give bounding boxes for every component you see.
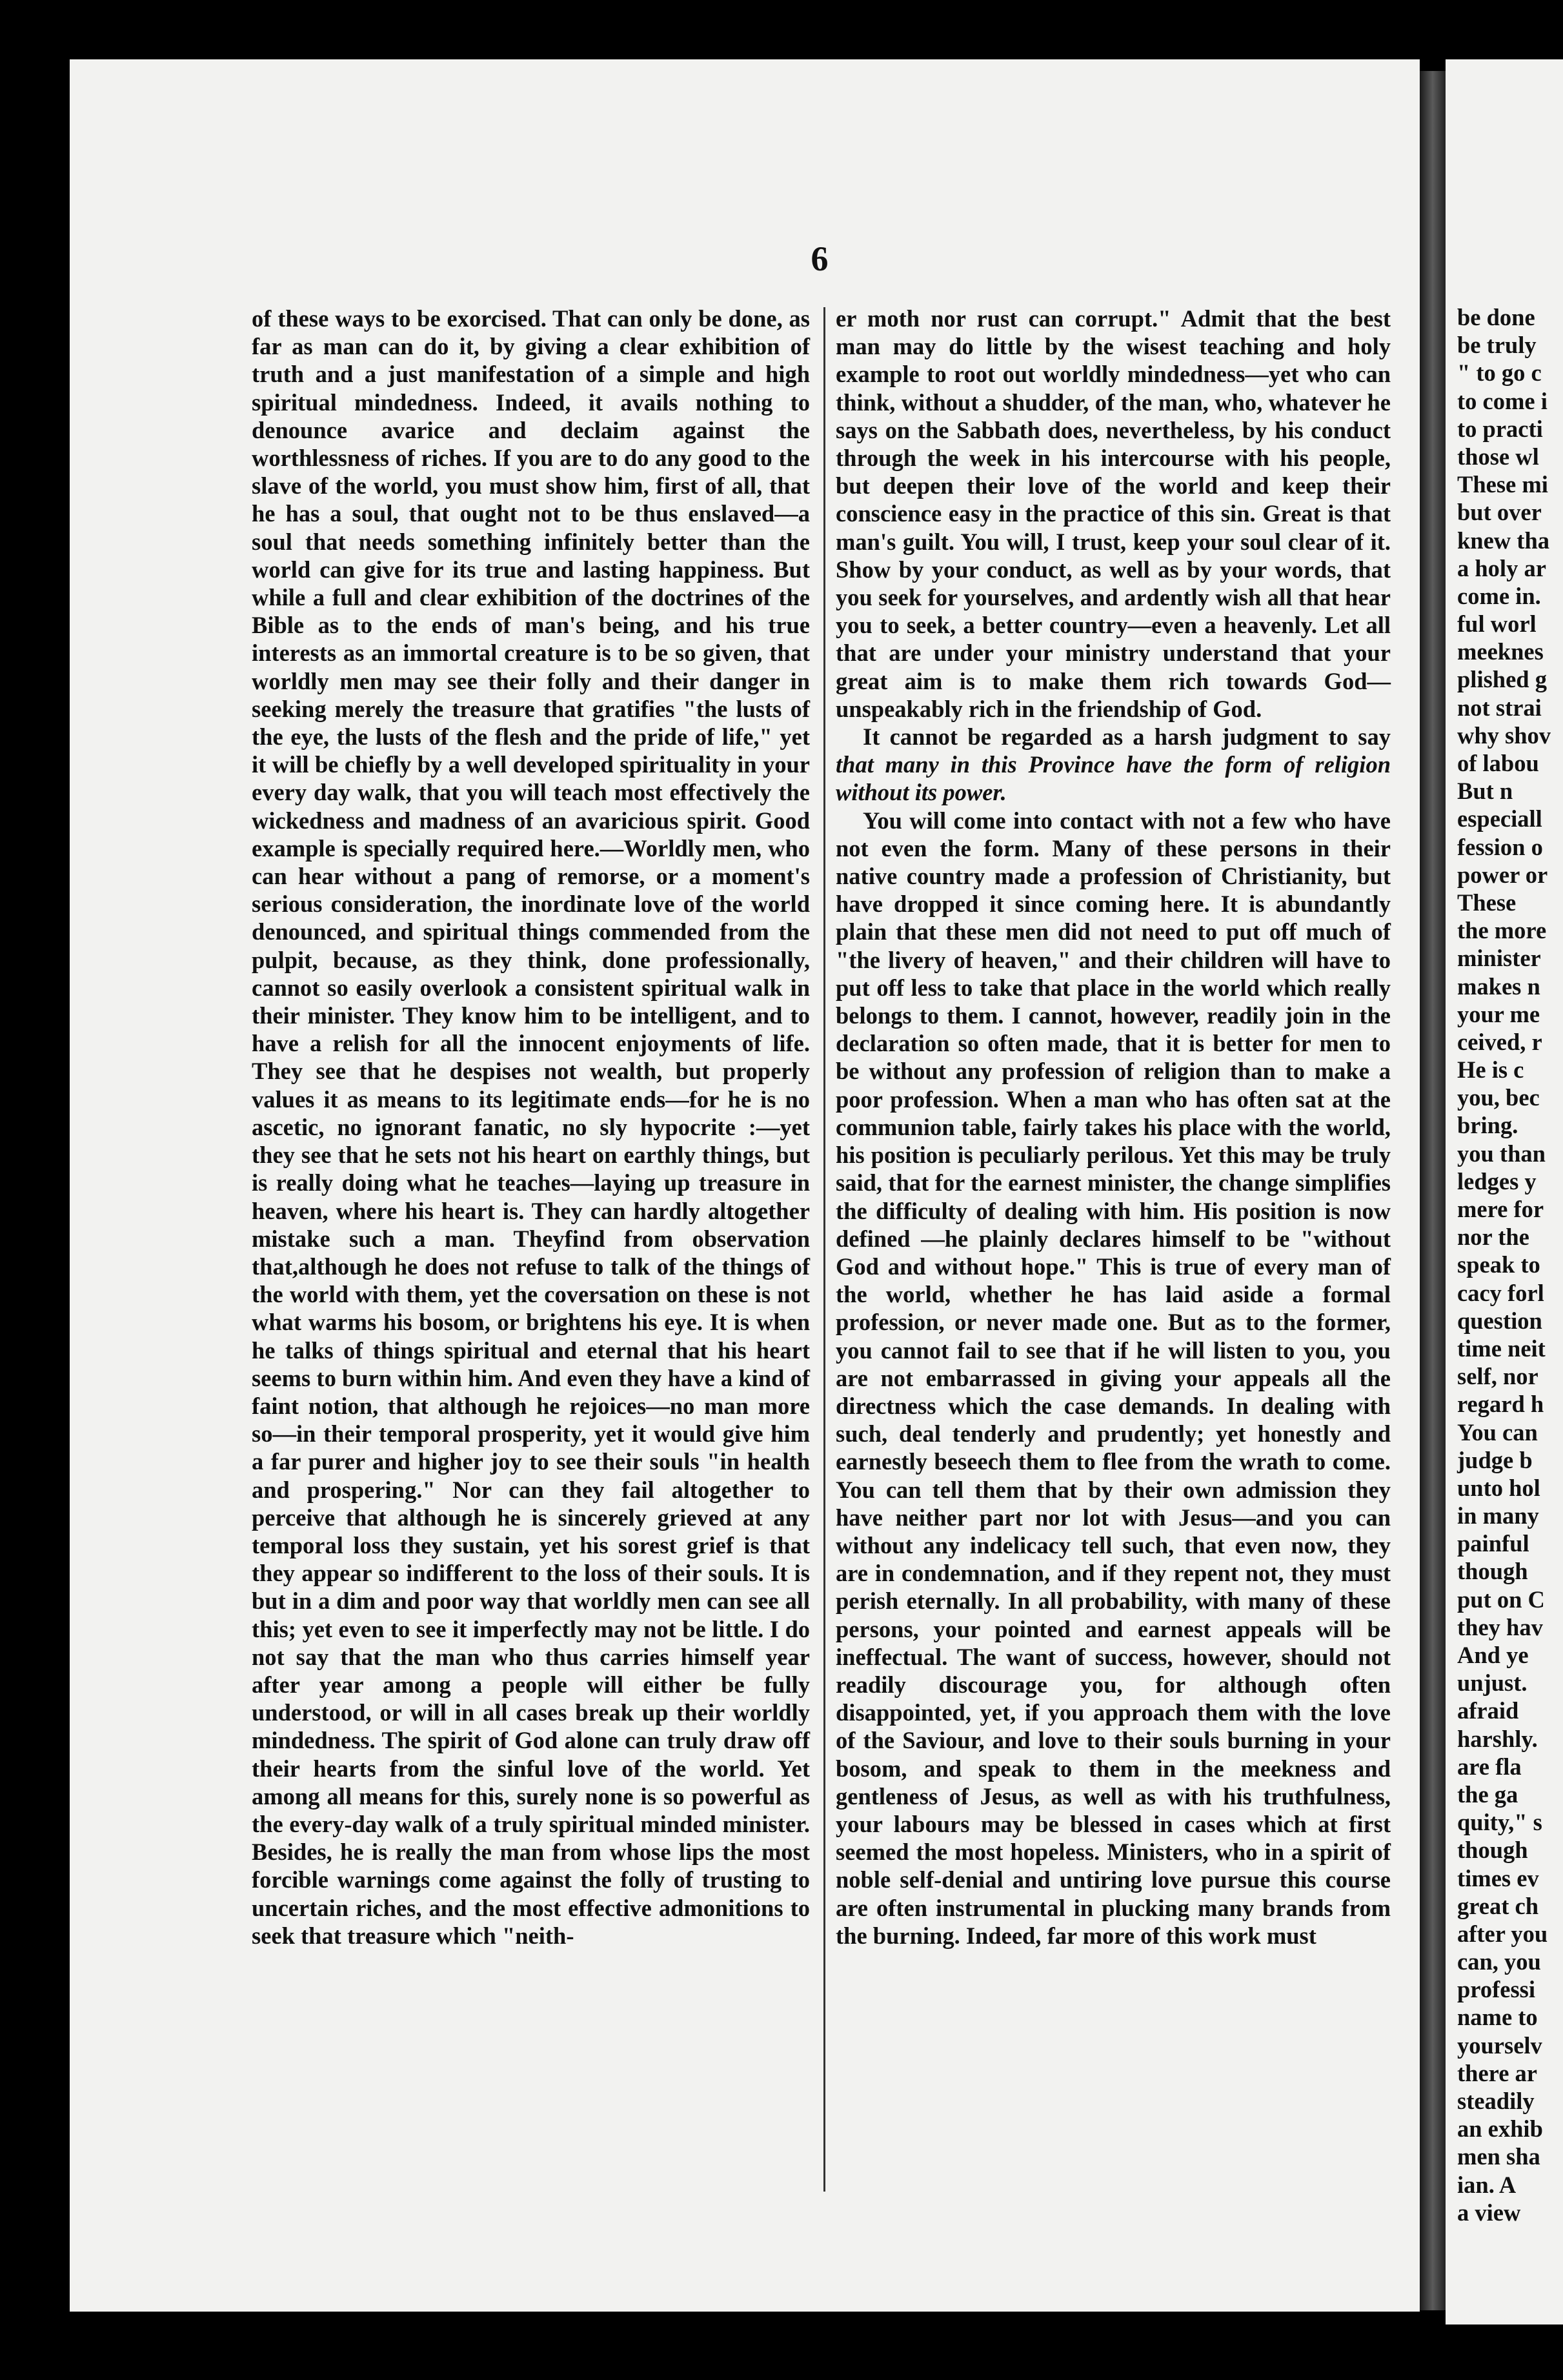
facing-page-line: question <box>1457 1307 1542 1334</box>
facing-page-line: self, nor <box>1457 1363 1538 1390</box>
facing-page-line: meeknes <box>1457 638 1544 665</box>
facing-page-line: speak to <box>1457 1251 1540 1278</box>
paragraph-2-lead: It cannot be regarded as a harsh judgment to say <box>863 723 1391 751</box>
facing-page-line: are fla <box>1457 1753 1522 1780</box>
facing-page-line: be done <box>1457 304 1535 330</box>
facing-page-line: afraid <box>1457 1697 1519 1724</box>
facing-page-line: you, bec <box>1457 1084 1540 1111</box>
facing-page-line: of labou <box>1457 750 1539 776</box>
page-number: 6 <box>811 239 829 278</box>
facing-page-line: not strai <box>1457 694 1542 721</box>
facing-page-line: the ga <box>1457 1780 1518 1808</box>
right-column-paragraph-3: You will come into contact with not a few who have not even the form. Many of these persons in their native country made a profession of Christianity, but have dropped it since coming here. It is abundantly plain that these men did not need to put off much of "the livery of heaven," and their children will have to put off less to take that place in the world which really belongs to them. I cannot, however, readily join in the declaration so often made, that it is better for men to be without any profession of religion than to make a poor profession. When a man who has often sat at the communion table, fairly takes his place with the world, his position is peculiarly perilous. Yet this may be truly said, that for the earnest minister, the change simplifies the difficulty of dealing with him. His position is now defined —he plainly declares himself to be "without God and without hope." This is true of every man of the world, whether he has laid aside a formal profession, or never made one. But as to the former, you cannot fail to see that if he will listen to you, you are not embarrassed in giving your appeals all the directness which the case demands. In dealing with such, deal tenderly and prudently; yet honestly and earnestly beseech them to flee from the wrath to come. You can tell them that by their own admission they have neither part nor lot with Jesus—and you can without any indelicacy tell such, that even now, they are in condemnation, and if they repent not, they must perish eternally. In all probability, with many of these persons, your pointed and earnest appeals will be ineffectual. The want of success, however, should not readily discourage you, for although often disappointed, yet, if you approach them with the love of the Saviour, and love to their souls burning in your bosom, and speak to them in the meekness and gentleness of Jesus, as well as with his truthfulness, your labours may be blessed in cases which at first seemed the most hopeless. Ministers, who in a spirit of noble self-denial and untiring love pursue this course are often instrumental in plucking many brands from the burning. Indeed, far more of this work must <box>836 807 1391 1949</box>
facing-page-line: cacy forl <box>1457 1279 1544 1306</box>
facing-page-line: These mi <box>1457 471 1548 498</box>
facing-page-line: power or <box>1457 861 1548 888</box>
facing-page-line: nor the <box>1457 1224 1529 1251</box>
facing-page-line: mere for <box>1457 1196 1544 1222</box>
facing-page-line: they hav <box>1457 1613 1543 1640</box>
facing-page-line: to practi <box>1457 415 1543 442</box>
facing-page-line: steadily <box>1457 2088 1535 2114</box>
facing-page-line: there ar <box>1457 2059 1537 2086</box>
facing-page-line: unjust. <box>1457 1669 1528 1697</box>
facing-page-line: come in. <box>1457 582 1541 609</box>
facing-page-line: minister <box>1457 945 1541 972</box>
facing-page-line: professi <box>1457 1976 1535 2003</box>
facing-page-line: quity," s <box>1457 1809 1542 1836</box>
facing-page-line: your me <box>1457 1000 1540 1027</box>
facing-page-line: you than <box>1457 1140 1546 1167</box>
right-column-paragraph-1: er moth nor rust can corrupt." Admit that the best man may do little by the wisest teaching and holy example to root out worldly mindedness—yet who can think, without a shudder, of the man, who, whatever he says on the Sabbath does, nevertheless, by his conduct through the week in his intercourse with his people, but deepen their love of the world and keep their conscience easy in the practice of this sin. Great is that man's guilt. You will, I trust, keep your soul clear of it. Show by your conduct, as well as by your words, that you seek for yourselves, and ardently wish all that hear you to seek, a better country—even a heavenly. Let all that are under your ministry understand that your great aim is to make them rich towards God—unspeakably rich in the friendship of God. <box>836 305 1391 722</box>
facing-page <box>1446 59 1563 2325</box>
facing-page-line: regard h <box>1457 1391 1544 1418</box>
facing-page-line: men sha <box>1457 2143 1540 2170</box>
facing-page-line: harshly. <box>1457 1725 1538 1752</box>
facing-page-line: ledges y <box>1457 1167 1537 1195</box>
facing-page-line: a view <box>1457 2199 1521 2226</box>
facing-page-line: painful <box>1457 1530 1529 1557</box>
right-column <box>836 305 1391 1950</box>
facing-page-line: You can <box>1457 1418 1538 1446</box>
facing-page-line: bring. <box>1457 1112 1518 1139</box>
facing-page-line: great ch <box>1457 1892 1539 1919</box>
facing-page-line: be truly <box>1457 332 1537 359</box>
facing-page-line: fession o <box>1457 833 1543 860</box>
facing-page-line: knew tha <box>1457 527 1549 554</box>
book-gutter <box>1420 71 1446 2310</box>
facing-page-line: ian. A <box>1457 2171 1517 2198</box>
facing-page-line: especiall <box>1457 805 1542 832</box>
facing-page-line: an exhib <box>1457 2115 1543 2143</box>
facing-page-line: but over <box>1457 499 1542 526</box>
facing-page-line: ful worl <box>1457 610 1537 638</box>
facing-page-line: though <box>1457 1837 1528 1864</box>
facing-page-line: These <box>1457 889 1517 916</box>
facing-page-line: plished g <box>1457 666 1547 693</box>
facing-page-line: He is c <box>1457 1056 1524 1084</box>
facing-page-line: after you <box>1457 1920 1548 1947</box>
facing-page-line: times ev <box>1457 1864 1539 1891</box>
facing-page-line: yourselv <box>1457 2032 1542 2059</box>
facing-page-line: unto hol <box>1457 1474 1540 1501</box>
facing-page-column <box>1457 303 1563 2226</box>
column-divider <box>823 307 825 2192</box>
facing-page-line: why shov <box>1457 721 1551 749</box>
right-column-paragraph-2 <box>836 723 1391 807</box>
facing-page-line: And ye <box>1457 1642 1529 1668</box>
facing-page-line: time neit <box>1457 1335 1546 1362</box>
facing-page-line: makes n <box>1457 973 1540 1000</box>
paragraph-2-italic: that many in this Province have the form of religion without its power. <box>836 751 1391 806</box>
left-column-paragraph: of these ways to be exorcised. That can only be done, as far as man can do it, by giving a clear exhibition of truth and a just manifestation of a simple and high spiritual mindedness. Indeed, it avails nothing to denounce avarice and declaim against the worthlessness of riches. If you are to do any good to the slave of the world, you must show him, first of all, that he has a soul, that ought not to be thus enslaved—a soul that needs something infinitely better than the world can give for its true and lasting happiness. But while a full and clear exhibition of the doctrines of the Bible as to the ends of man's being, and his true interests as an immortal creature is to be so given, that worldly men may see their folly and their danger in seeking merely the treasure that gratifies "the lusts of the eye, the lusts of the flesh and the pride of life," yet it will be chiefly by a well developed spirituality in your every day walk, that you will teach most effectively the wickedness and madness of an avaricious spirit. Good example is specially required here.—Worldly men, who can hear without a pang of remorse, or a moment's serious consideration, the inordinate love of the world denounced, and spiritual things commended from the pulpit, because, as they think, done professionally, cannot so easily overlook a consistent spiritual walk in their minister. They know him to be intelligent, and to have a relish for all the innocent enjoyments of life. They see that he despises not wealth, but properly values it as means to its legitimate ends—for he is no ascetic, no ignorant fanatic, no sly hypocrite :—yet they see that he sets not his heart on earthly things, but is really doing what he teaches—laying up treasure in heaven, where his heart is. They can hardly altogether mistake such a man. Theyfind from observation that,although he does not refuse to talk of the things of the world with them, yet the coversation on these is not what warms his bosom, or brightens his eye. It is when he talks of things spiritual and eternal that his heart seems to burn within him. And even they have a kind of faint notion, that although he rejoices—no man more so—in their temporal prosperity, yet it would give him a far purer and higher joy to see their souls "in health and prospering." Nor can they fail altogether to perceive that although he is sincerely grieved at any temporal loss they sustain, yet his sorest grief is that they appear so indifferent to the loss of their souls. It is but in a dim and poor way that worldly men can see all this; yet even to see it imperfectly may not be little. I do not say that the man who thus carries himself year after year among a people will either be fully understood, or will in all cases break up their worldly mindedness. The spirit of God alone can truly draw off their hearts from the sinful love of the world. Yet among all means for this, surely none is so powerful as the every-day walk of a truly spiritual minded minister. Besides, he is really the man from whose lips the most forcible warnings come against the folly of trusting to uncertain riches, and the most effective admonitions to seek that treasure which "neith- <box>252 305 810 1949</box>
facing-page-line: in many <box>1457 1502 1539 1529</box>
facing-page-line: to come i <box>1457 387 1548 414</box>
facing-page-line: But n <box>1457 778 1513 805</box>
facing-page-line: the more <box>1457 917 1547 944</box>
facing-page-line: name to <box>1457 2004 1538 2031</box>
facing-page-line: put on C <box>1457 1586 1545 1613</box>
facing-page-line: a holy ar <box>1457 554 1546 581</box>
facing-page-line: though <box>1457 1558 1528 1585</box>
left-column <box>252 305 810 1950</box>
facing-page-line: " to go c <box>1457 359 1542 387</box>
facing-page-line: those wl <box>1457 443 1539 470</box>
facing-page-line: ceived, r <box>1457 1028 1542 1055</box>
facing-page-line: can, you <box>1457 1948 1541 1975</box>
facing-page-line: judge b <box>1457 1446 1533 1473</box>
